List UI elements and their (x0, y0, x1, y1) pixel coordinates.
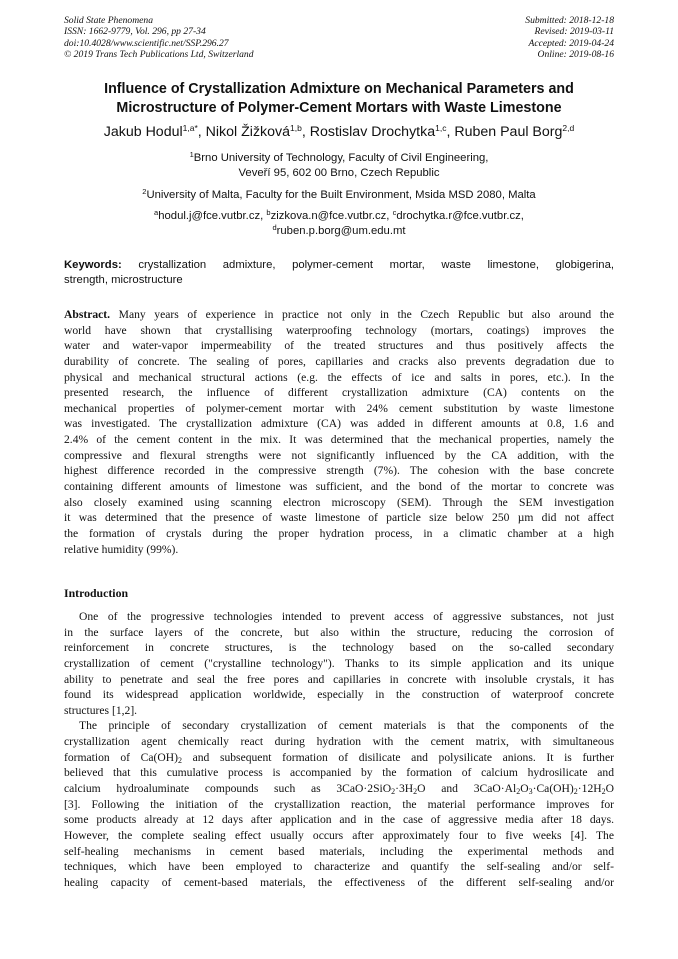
affiliation-text: Brno University of Technology, Faculty of Civil Engineering, (193, 152, 489, 164)
affiliation-address: Veveří 95, 602 00 Brno, Czech Republic (238, 167, 440, 179)
section-heading-introduction: Introduction (64, 586, 129, 600)
subscript: 2 (573, 787, 578, 797)
abstract (64, 307, 614, 557)
date-submitted: Submitted: 2018-12-18 (525, 15, 614, 26)
date-revised: Revised: 2019-03-11 (534, 26, 614, 38)
email-address: zizkova.n@fce.vutbr.cz (270, 210, 387, 222)
paragraph-line: The principle of secondary crystallization of cement materials is that the components of the (79, 719, 614, 733)
text-run: ·12H (577, 782, 602, 796)
subscript: 2 (601, 787, 606, 797)
abstract-line: containing different amounts of limestone was sufficient, and the bond of the mortar to concrete was (64, 480, 614, 494)
subscript: 2 (413, 787, 418, 797)
journal-copyright: © 2019 Trans Tech Publications Ltd, Switzerland (64, 49, 254, 61)
abstract-line: compressive and flexural strengths were not significantly influenced by the CA addition, with the (64, 448, 614, 462)
text-run: ·3H (395, 782, 414, 796)
paragraph-line: However, the complete sealing effect usually occurs after approximately four to five weeks [4]. The (64, 828, 614, 842)
keywords-text: strength, microstructure (64, 273, 183, 286)
abstract-line: relative humidity (99%). (64, 542, 179, 556)
subscript: 2 (177, 755, 182, 765)
email-separator: , (260, 210, 267, 222)
paragraph-line: crystallization agent chemically react during hydration with the cement matrix, with simultaneous (64, 735, 614, 749)
author-name: Ruben Paul Borg (454, 124, 563, 140)
abstract-line: durability of concrete. The sealing of pores, capillaries and cracks also prevents degradation due to (64, 354, 614, 368)
paragraph-line: in the surface layers of the concrete, but also within the structure, reducing the corrosion of (64, 625, 614, 639)
author-affil-mark: 1,b (290, 123, 302, 133)
author-list (20, 123, 658, 141)
abstract-line: water and water-vapor impermeability of the treated structures and thus positively affects the (64, 339, 614, 353)
affiliation-2 (30, 188, 648, 203)
introduction-body (64, 609, 614, 891)
text-run: O (520, 782, 529, 796)
journal-issn: ISSN: 1662-9779, Vol. 296, pp 27-34 (64, 26, 206, 38)
date-online: Online: 2019-08-16 (537, 49, 614, 61)
email-mark: d (272, 223, 277, 232)
journal-name: Solid State Phenomena (64, 15, 153, 26)
text-run: formation of Ca(OH) (64, 750, 178, 764)
author-name: Rostislav Drochytka (309, 124, 436, 140)
email-separator: , (386, 210, 393, 222)
keywords-block (64, 258, 614, 287)
paragraph-line: ability to penetrate and seal the free pores and capillaries in concrete with insoluble crystals, it has (64, 672, 614, 686)
text-run: calcium hydroaluminate compounds such as 3CaO·2SiO (64, 782, 392, 796)
author-separator: , (446, 124, 455, 140)
abstract-line: also closely examined using scanning electron microscopy (SEM). Through the SEM investigation (64, 495, 614, 509)
paragraph-line: found its widespread application worldwide, especially in the construction of waterproof concrete (64, 688, 614, 702)
author-emails (30, 209, 648, 239)
email-address: drochytka.r@fce.vutbr.cz (396, 210, 521, 222)
email-mark: a (154, 208, 159, 217)
author-affil-mark: 2,d (562, 123, 575, 133)
affiliation-text: University of Malta, Faculty for the Built Environment, Msida MSD 2080, Malta (146, 189, 536, 201)
date-accepted: Accepted: 2019-04-24 (528, 37, 614, 49)
abstract-label: Abstract. (64, 308, 111, 321)
paper-title (40, 80, 638, 118)
affiliation-mark: 2 (142, 187, 147, 196)
email-separator: , (520, 210, 524, 222)
journal-info (64, 15, 254, 61)
subscript: 3 (528, 787, 533, 797)
paragraph-line: crystallization of cement ("crystalline technology"). Thanks to its simple application and its unique (64, 656, 614, 670)
text-run: and subsequent formation of disilicate and polysilicate anions. It is further (181, 750, 614, 764)
subscript: 2 (516, 787, 521, 797)
text-run: ·Ca(OH) (532, 782, 574, 796)
affiliation-1 (30, 151, 648, 181)
paragraph-line: healing capacity of cement-based materials, the effectiveness of the different self-sealing and/or (64, 875, 614, 889)
email-address: ruben.p.borg@um.edu.mt (276, 225, 406, 237)
abstract-line: presented research, the influence of different crystallization admixture (CA) contents on the (64, 386, 614, 400)
abstract-line: was investigated. The crystallization admixture (CA) was added in different amounts at 0.8, 1.6 and (64, 417, 614, 431)
paragraph-line: believed that this cumulative process is accompanied by the formation of calcium hydrosilicate and (64, 766, 614, 780)
paragraph-line (64, 781, 614, 797)
email-address: hodul.j@fce.vutbr.cz (158, 210, 261, 222)
author-name: Jakub Hodul (103, 124, 183, 140)
paragraph-line: [3]. Following the initiation of the crystallization reaction, the material performance improves for (64, 797, 614, 811)
journal-doi: doi:10.4028/www.scientific.net/SSP.296.27 (64, 37, 229, 49)
text-run: O (605, 782, 614, 796)
abstract-line: mechanical properties of polymer-cement mortar with 24% cement substitution by waste limestone (64, 401, 614, 415)
abstract-line: world have shown that crystallising waterproofing technology (mortars, coatings) improves the (64, 323, 614, 337)
keywords-text: crystallization admixture, polymer-cement mortar, waste limestone, globigerina, (138, 259, 614, 271)
affiliation-mark: 1 (189, 150, 194, 159)
author-separator: , (301, 124, 310, 140)
author-separator: , (197, 124, 206, 140)
abstract-line: the formation of crystals during the proper hydration process, in a climatic chamber at a high (64, 526, 614, 540)
email-mark: b (266, 208, 271, 217)
title-line: Influence of Crystallization Admixture on Mechanical Parameters and (104, 81, 574, 97)
paragraph-line: reinforcement in concrete structures, is the technology based on the so-called secondary (64, 641, 614, 655)
abstract-line: highest difference recorded in the compressive strength (7%). The cohesion with the base concrete (64, 464, 614, 478)
publication-dates (525, 15, 614, 61)
email-mark: c (392, 208, 397, 217)
title-line: Microstructure of Polymer-Cement Mortars with Waste Limestone (116, 100, 562, 116)
abstract-line: it was determined that the presence of waste limestone of particle size below 250 µm did not affect (64, 511, 614, 525)
author-affil-mark: 1,a* (182, 123, 198, 133)
text-run: O and 3CaO·Al (417, 782, 517, 796)
paragraph-line (64, 750, 614, 766)
paragraph-line: self-healing mechanisms in cement based materials, including the experimental methods and (64, 844, 614, 858)
paragraph-line: structures [1,2]. (64, 703, 138, 717)
keywords-label: Keywords: (64, 259, 122, 271)
author-name: Nikol Žižková (205, 124, 291, 140)
abstract-line: 2.4% of the cement content in the mix. It was determined that the mechanical properties, namely the (64, 433, 614, 447)
abstract-line: Many years of experience in practice not only in the Czech Republic but also around the (118, 308, 614, 321)
subscript: 2 (391, 787, 396, 797)
paragraph-line: techniques, which have been employed to characterize and quantify the self-sealing and/or self- (64, 860, 614, 874)
abstract-line: physical and mechanical structural actions (e.g. the effects of ice and salts in pores, etc.). In the (64, 370, 614, 384)
author-affil-mark: 1,c (435, 123, 447, 133)
paragraph-line: some products already at 12 days after application and in the case of aggressive media after 18 days. (64, 813, 614, 827)
paragraph-line: One of the progressive technologies intended to prevent access of aggressive substances, not just (79, 610, 614, 623)
